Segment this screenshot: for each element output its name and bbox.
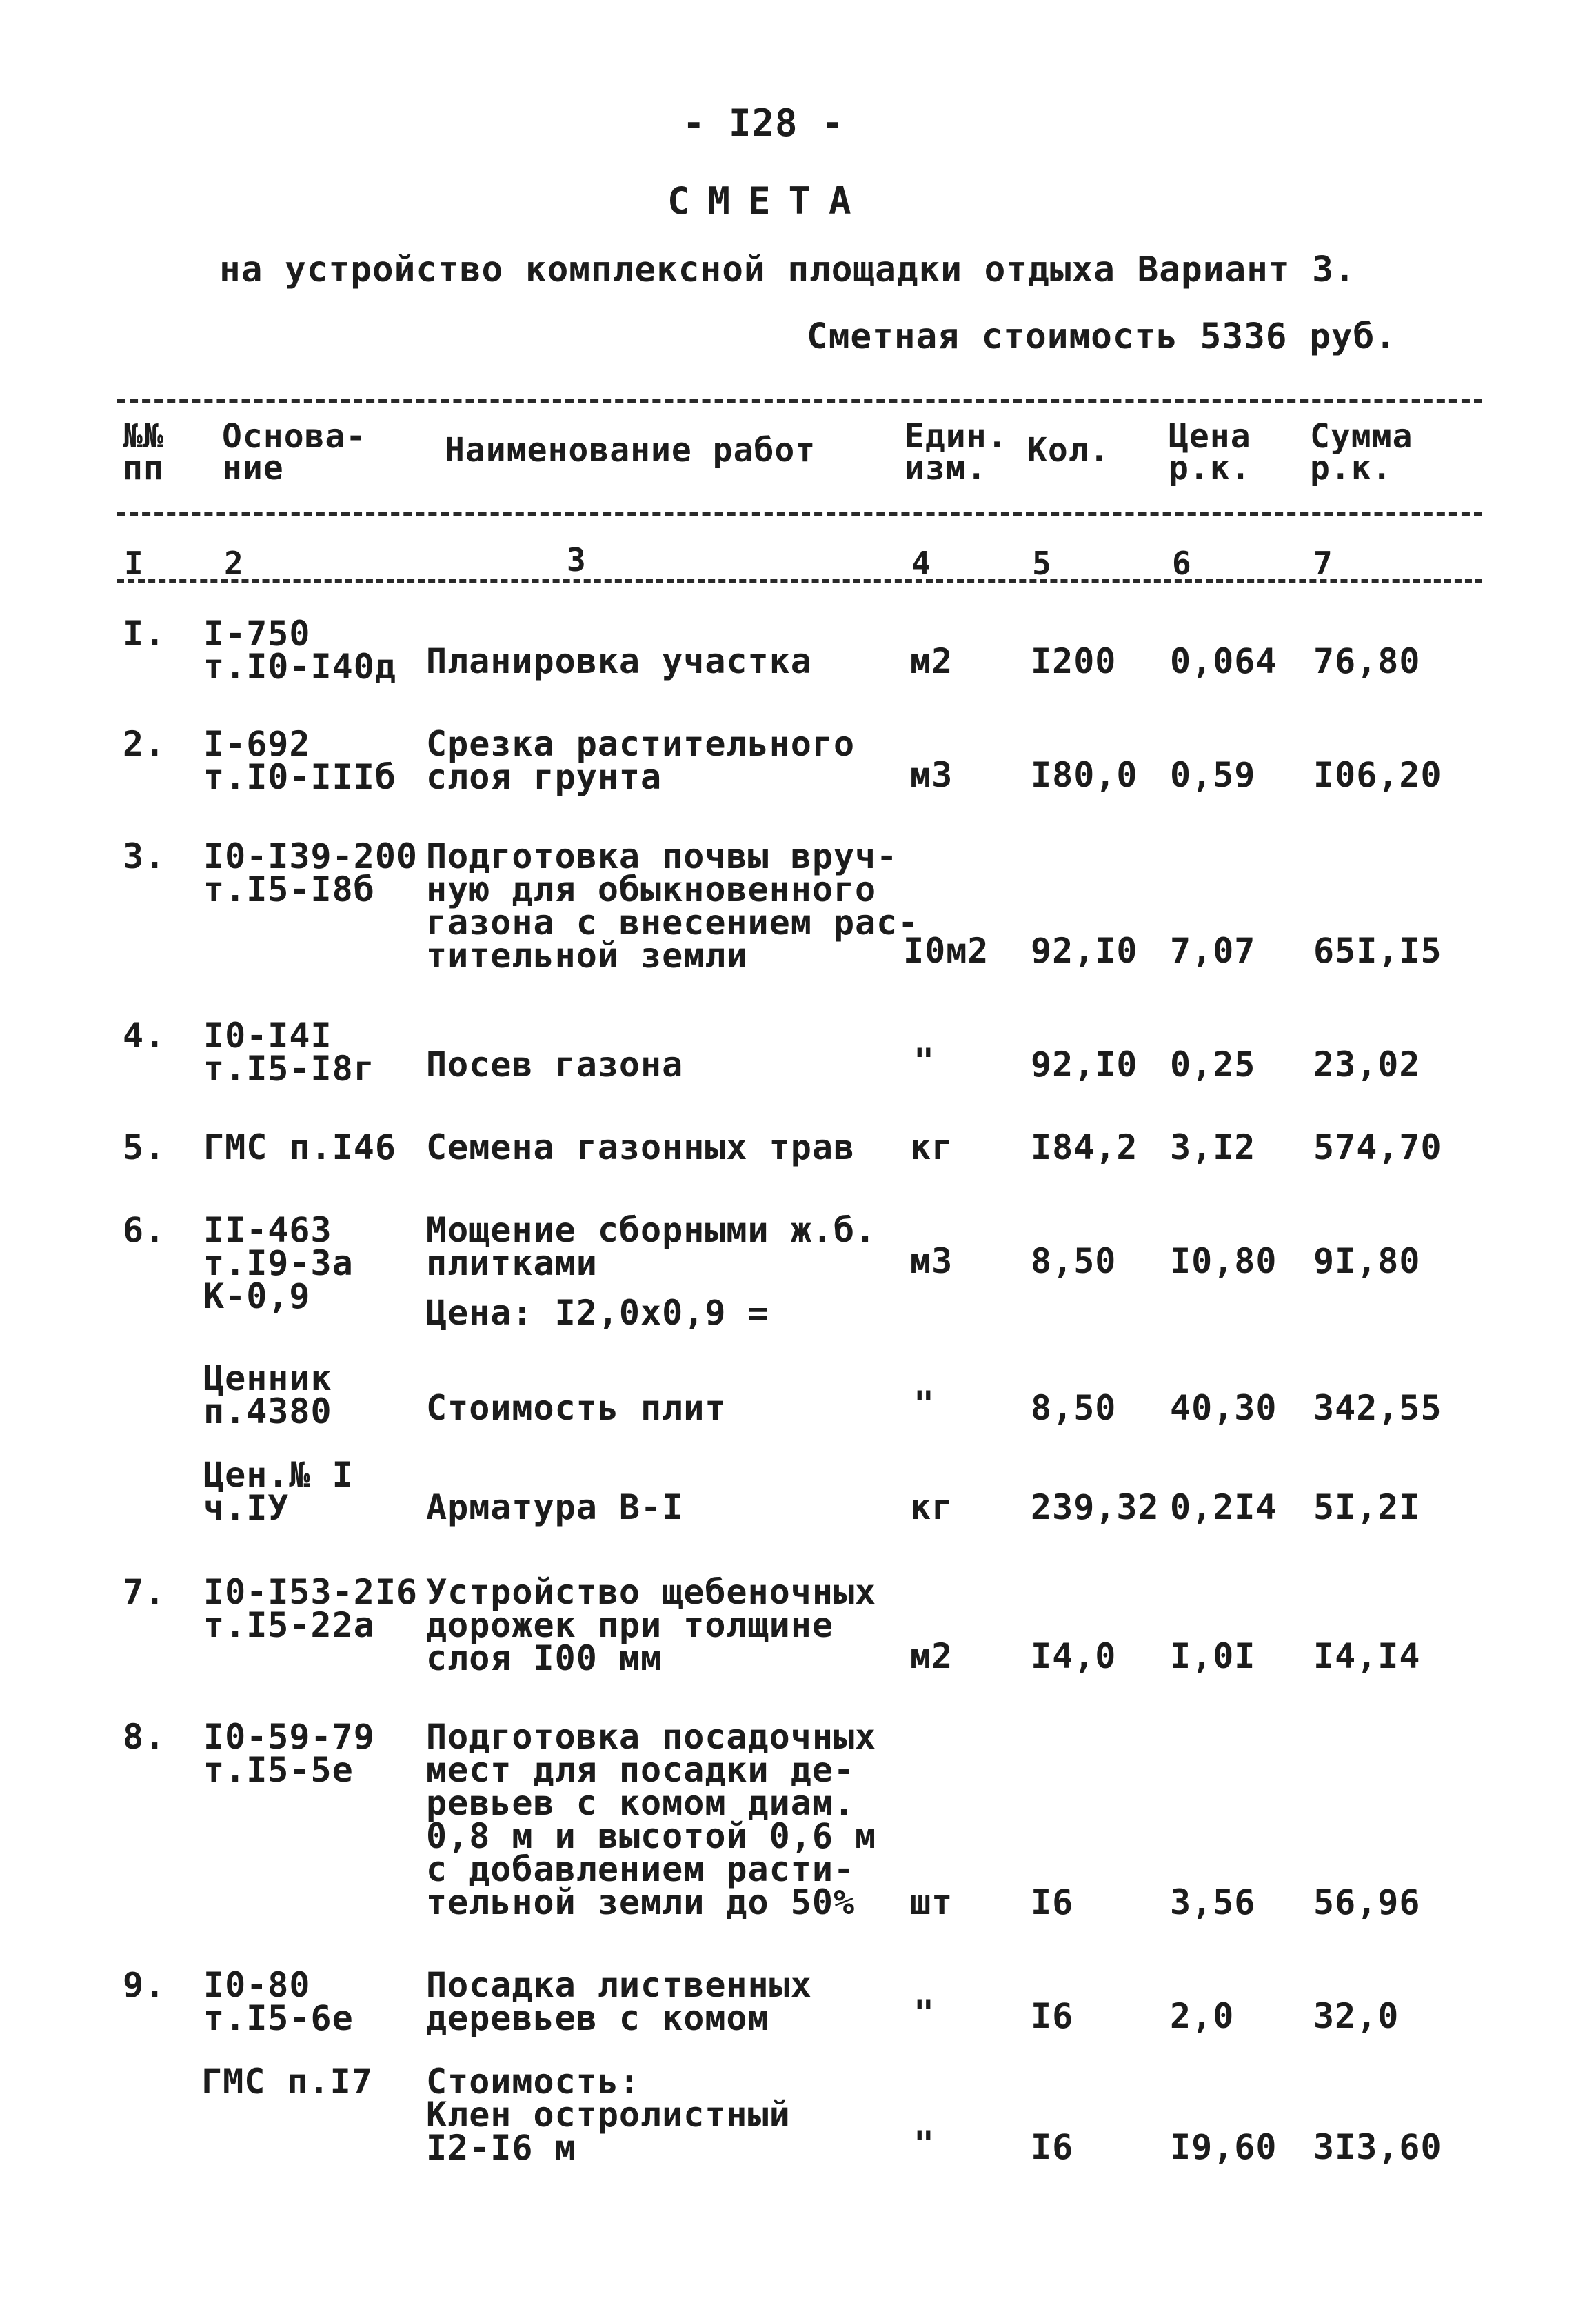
row-5-price: 3,I2 bbox=[1170, 1127, 1256, 1167]
row-3-unit: I0м2 bbox=[903, 931, 989, 971]
column-number-4: 4 bbox=[911, 545, 931, 582]
row-3-number: 3. bbox=[123, 836, 166, 876]
row-6a-sum: 342,55 bbox=[1313, 1388, 1442, 1428]
header-col-price: Цена р.к. bbox=[1169, 417, 1251, 487]
row-9a-unit: " bbox=[913, 2124, 936, 2164]
row-6-unit: м3 bbox=[910, 1241, 953, 1281]
row-3-name: Подготовка почвы вруч- ную для обыкновенного газона с внесением рас- тительной земли bbox=[426, 836, 920, 976]
row-6a-price: 40,30 bbox=[1170, 1388, 1277, 1428]
row-6-name: Мощение сборными ж.б. плитками bbox=[426, 1210, 877, 1283]
row-1-number: I. bbox=[123, 614, 166, 654]
row-6b-qty: 239,32 bbox=[1031, 1487, 1160, 1527]
row-4-name: Посев газона bbox=[426, 1045, 684, 1085]
row-7-sum: I4,I4 bbox=[1313, 1636, 1421, 1676]
header-col-name: Наименование работ bbox=[445, 431, 816, 470]
row-2-name: Срезка растительного слоя грунта bbox=[426, 724, 856, 797]
row-1-name: Планировка участка bbox=[426, 641, 812, 681]
row-4-price: 0,25 bbox=[1170, 1045, 1256, 1085]
row-8-qty: I6 bbox=[1031, 1882, 1074, 1922]
column-number-rule bbox=[117, 579, 1482, 583]
table-top-rule bbox=[117, 399, 1482, 403]
row-2-sum: I06,20 bbox=[1313, 755, 1442, 795]
row-7-qty: I4,0 bbox=[1031, 1636, 1117, 1676]
row-7-unit: м2 bbox=[910, 1636, 953, 1676]
column-number-6: 6 bbox=[1172, 545, 1191, 582]
row-4-qty: 92,I0 bbox=[1031, 1045, 1138, 1085]
row-9a-price: I9,60 bbox=[1170, 2127, 1277, 2167]
header-bottom-rule bbox=[117, 512, 1482, 516]
document-title: СМЕТА bbox=[667, 179, 869, 223]
column-number-1: I bbox=[124, 545, 143, 582]
row-6b-sum: 5I,2I bbox=[1313, 1487, 1421, 1527]
estimated-cost: Сметная стоимость 5336 руб. bbox=[807, 316, 1397, 357]
row-6-number: 6. bbox=[123, 1210, 166, 1250]
row-6b-name: Арматура В-I bbox=[426, 1487, 684, 1527]
row-8-unit: шт bbox=[910, 1882, 953, 1922]
row-6-price-note: Цена: I2,0x0,9 = bbox=[426, 1293, 769, 1333]
row-2-basis: I-692 т.I0-IIIб bbox=[203, 724, 396, 797]
row-9-number: 9. bbox=[123, 1965, 166, 2005]
row-6a-name: Стоимость плит bbox=[426, 1388, 727, 1428]
header-col-sum: Сумма р.к. bbox=[1310, 417, 1413, 487]
row-6-basis: II-463 т.I9-3а К-0,9 bbox=[203, 1210, 354, 1316]
row-3-price: 7,07 bbox=[1170, 931, 1256, 971]
row-8-number: 8. bbox=[123, 1717, 166, 1757]
header-col-qty: Кол. bbox=[1027, 431, 1110, 470]
row-9a-qty: I6 bbox=[1031, 2127, 1074, 2167]
column-number-7: 7 bbox=[1313, 545, 1333, 582]
row-4-number: 4. bbox=[123, 1016, 166, 1056]
row-7-basis: I0-I53-2I6 т.I5-22а bbox=[203, 1572, 418, 1645]
column-number-2: 2 bbox=[224, 545, 243, 582]
row-6a-basis: Ценник п.4380 bbox=[203, 1358, 332, 1431]
row-6b-basis: Цен.№ I ч.IУ bbox=[203, 1455, 354, 1528]
row-2-unit: м3 bbox=[910, 755, 953, 795]
row-9-qty: I6 bbox=[1031, 1996, 1074, 2036]
row-2-qty: I80,0 bbox=[1031, 755, 1138, 795]
header-col-basis: Основа- ние bbox=[222, 417, 367, 487]
column-number-3: 3 bbox=[567, 541, 586, 578]
row-5-number: 5. bbox=[123, 1127, 166, 1167]
row-6a-qty: 8,50 bbox=[1031, 1388, 1117, 1428]
row-8-sum: 56,96 bbox=[1313, 1882, 1421, 1922]
row-4-sum: 23,02 bbox=[1313, 1045, 1421, 1085]
row-9-name: Посадка лиственных деревьев с комом bbox=[426, 1965, 812, 2038]
row-9a-name: Стоимость: Клен остролистный I2-I6 м bbox=[426, 2062, 791, 2168]
row-7-name: Устройство щебеночных дорожек при толщине слоя I00 мм bbox=[426, 1572, 877, 1678]
row-1-unit: м2 bbox=[910, 641, 953, 681]
row-9a-sum: 3I3,60 bbox=[1313, 2127, 1442, 2167]
row-8-name: Подготовка посадочных мест для посадки де- ревьев с комом диам. 0,8 м и высотой 0,6 м с добавлением расти- тельной земли до 50% bbox=[426, 1717, 877, 1922]
row-7-number: 7. bbox=[123, 1572, 166, 1612]
row-3-sum: 65I,I5 bbox=[1313, 931, 1442, 971]
row-5-qty: I84,2 bbox=[1031, 1127, 1138, 1167]
row-9-basis: I0-80 т.I5-6е bbox=[203, 1965, 354, 2038]
row-3-qty: 92,I0 bbox=[1031, 931, 1138, 971]
row-9-sum: 32,0 bbox=[1313, 1996, 1400, 2036]
row-1-basis: I-750 т.I0-I40д bbox=[203, 614, 396, 687]
row-4-unit: " bbox=[913, 1041, 936, 1081]
row-1-price: 0,064 bbox=[1170, 641, 1277, 681]
header-col-unit: Един. изм. bbox=[905, 417, 1008, 487]
row-6-qty: 8,50 bbox=[1031, 1241, 1117, 1281]
row-6-price: I0,80 bbox=[1170, 1241, 1277, 1281]
row-5-name: Семена газонных трав bbox=[426, 1127, 856, 1167]
row-5-basis: ГМС п.I46 bbox=[203, 1127, 396, 1167]
row-6a-unit: " bbox=[913, 1384, 936, 1424]
row-9-unit: " bbox=[913, 1993, 936, 2033]
header-col-number: №№ пп bbox=[123, 417, 164, 487]
row-8-basis: I0-59-79 т.I5-5е bbox=[203, 1717, 375, 1790]
row-3-basis: I0-I39-200 т.I5-I8б bbox=[203, 836, 418, 909]
row-6b-unit: кг bbox=[910, 1487, 953, 1527]
row-8-price: 3,56 bbox=[1170, 1882, 1256, 1922]
row-5-unit: кг bbox=[910, 1127, 953, 1167]
row-9-price: 2,0 bbox=[1170, 1996, 1235, 2036]
row-6b-price: 0,2I4 bbox=[1170, 1487, 1277, 1527]
page-number: - I28 - bbox=[683, 101, 845, 145]
row-2-number: 2. bbox=[123, 724, 166, 764]
row-9a-basis: ГМС п.I7 bbox=[201, 2062, 373, 2102]
row-7-price: I,0I bbox=[1170, 1636, 1256, 1676]
row-1-sum: 76,80 bbox=[1313, 641, 1421, 681]
row-6-sum: 9I,80 bbox=[1313, 1241, 1421, 1281]
row-5-sum: 574,70 bbox=[1313, 1127, 1442, 1167]
row-1-qty: I200 bbox=[1031, 641, 1117, 681]
row-2-price: 0,59 bbox=[1170, 755, 1256, 795]
document-subtitle: на устройство комплексной площадки отдыха Вариант 3. bbox=[219, 250, 1356, 290]
row-4-basis: I0-I4I т.I5-I8г bbox=[203, 1016, 375, 1089]
column-number-5: 5 bbox=[1032, 545, 1051, 582]
